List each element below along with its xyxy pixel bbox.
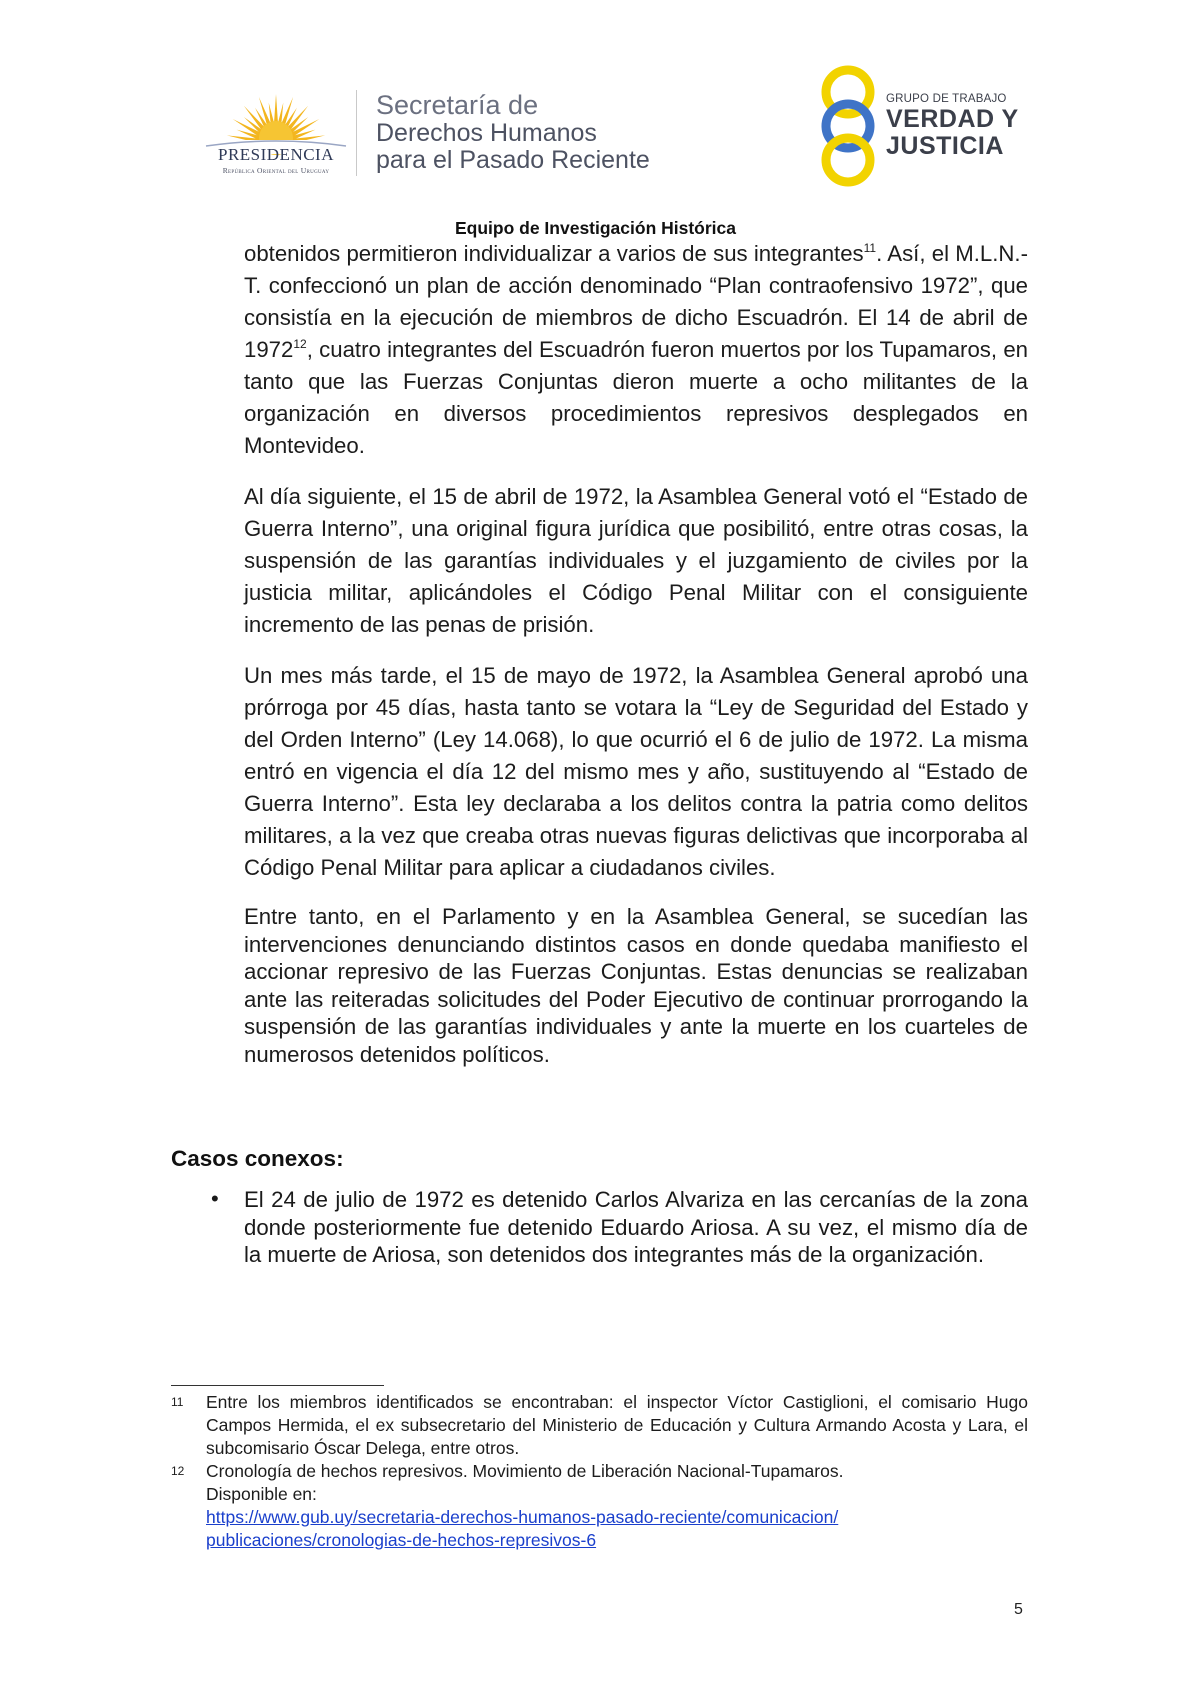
footnote-separator [171, 1385, 384, 1386]
paragraph-4: Entre tanto, en el Parlamento y en la Asamblea General, se sucedían las intervenciones denunciando distintos casos en donde quedaba manifiesto el accionar represivo de las Fuerzas Conjuntas. Estas denuncias se realizaban ante las reiteradas solicitudes del Poder Ejecutivo de continuar prorrogando la suspensión de las garantías individuales y ante la muerte en los cuarteles de numerosos detenidos políticos. [244, 904, 1028, 1067]
main-text [244, 238, 1028, 1088]
paragraph-2: Al día siguiente, el 15 de abril de 1972, la Asamblea General votó el “Estado de Guerra Interno”, una original figura jurídica que posibilitó, entre otras cosas, la suspensión de las garantías individuales y el juzgamiento de civiles por la justicia militar, aplicándoles el Código Penal Militar con el consiguiente incremento de las penas de prisión. [244, 484, 1028, 637]
footnote-12-line1: Cronología de hechos represivos. Movimiento de Liberación Nacional-Tupamaros. [206, 1461, 844, 1481]
verdad-justicia-rings-logo-icon [808, 62, 896, 190]
presidencia-subtitle: República Oriental del Uruguay [222, 166, 330, 175]
footnote-number: 12 [171, 1464, 185, 1478]
p1-part-c: , cuatro integrantes del Escuadrón fueron muertos por los Tupamaros, en tanto que las Fuerzas Conjuntas dieron muerte a ocho militantes de la organización en diversos procedimientos represivos desplegados en Montevideo. [244, 337, 1028, 458]
secretaria-title [376, 90, 650, 174]
footnote-number: 11 [171, 1395, 184, 1409]
presidencia-name: PRESIDENCIA [217, 145, 334, 164]
casos-item-1: El 24 de julio de 1972 es detenido Carlos Alvariza en las cercanías de la zona donde posteriormente fue detenido Eduardo Ariosa. A su vez, el mismo día de la muerte de Ariosa, son detenidos dos integrantes más de la organización. [244, 1187, 1028, 1268]
footnote-link-part2[interactable]: publicaciones/cronologias-de-hechos-represivos-6 [206, 1530, 597, 1550]
header-divider [356, 90, 357, 176]
bullet-icon: • [211, 1186, 219, 1211]
gtvj-line3: JUSTICIA [886, 132, 1004, 160]
p1-part-b: . Así, el M.L.N.-T. confeccionó un plan de acción denominado “Plan contraofensivo 1972”, que consistía en la ejecución de miembros de dicho Escuadrón. El 14 de abril de 1972 [244, 241, 1028, 362]
footnote-ref-12[interactable]: 12 [293, 337, 307, 351]
footnote-ref-11[interactable]: 11 [863, 241, 877, 255]
gtvj-line2: VERDAD Y [886, 105, 1019, 133]
page-header [0, 0, 1191, 238]
footnote-link-part1[interactable]: https://www.gub.uy/secretaria-derechos-humanos-pasado-reciente/comunicacion/ [206, 1507, 839, 1527]
team-heading: Equipo de Investigación Histórica [454, 218, 737, 238]
p1-part-a: obtenidos permitieron individualizar a varios de sus integrantes [244, 241, 864, 266]
paragraph-3: Un mes más tarde, el 15 de mayo de 1972, la Asamblea General aprobó una prórroga por 45 días, hasta tanto se votara la “Ley de Seguridad del Estado y del Orden Interno” (Ley 14.068), lo que ocurrió el 6 de julio de 1972. La misma entró en vigencia el día 12 del mismo mes y año, sustituyendo al “Estado de Guerra Interno”. Esta ley declaraba a los delitos contra la patria como delitos militares, a la vez que creaba otras nuevas figuras delictivas que incorporaba al Código Penal Militar para aplicar a ciudadanos civiles. [244, 663, 1028, 880]
footnote-text: Entre los miembros identificados se encontraban: el inspector Víctor Castiglioni, el comisario Hugo Campos Hermida, el ex subsecretario del Ministerio de Educación y Cultura Armando Acosta y Lara, el subcomisario Óscar Delega, entre otros. [206, 1392, 1028, 1458]
secretaria-line2: Derechos Humanos [376, 119, 597, 147]
gtvj-line1: GRUPO DE TRABAJO [886, 93, 1007, 105]
page-number: 5 [1014, 1601, 1023, 1618]
secretaria-line3: para el Pasado Reciente [376, 146, 650, 174]
verdad-justicia-title [886, 92, 1019, 160]
footnote-text [206, 1460, 1028, 1552]
paragraph-1 [244, 238, 1028, 462]
footnote-12-line2: Disponible en: [206, 1484, 317, 1504]
secretaria-line1: Secretaría de [376, 90, 539, 120]
casos-conexos-title: Casos conexos: [171, 1146, 344, 1171]
